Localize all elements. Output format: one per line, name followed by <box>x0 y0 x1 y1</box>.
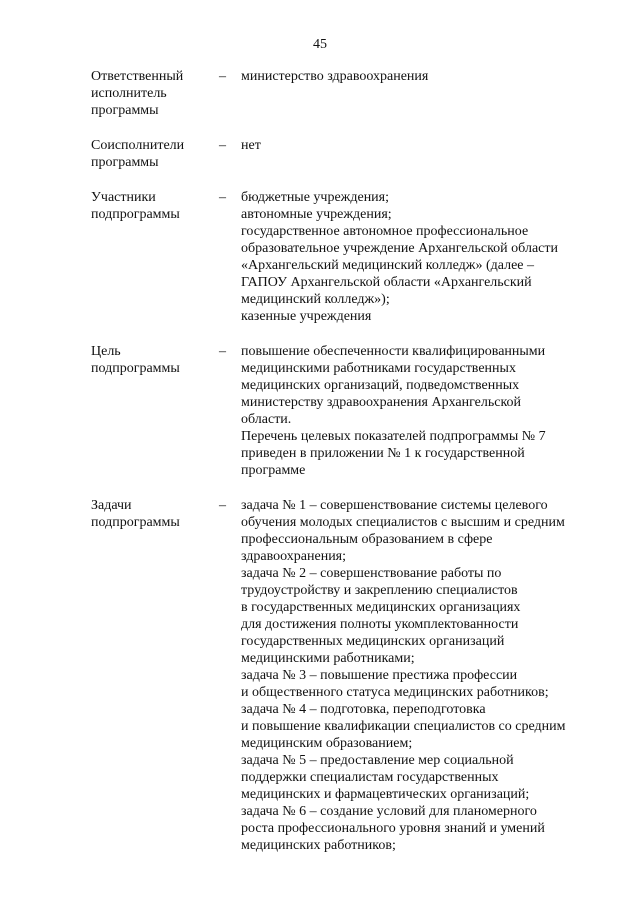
value-line: программе <box>241 463 306 478</box>
label-line: подпрограммы <box>91 361 180 376</box>
value-line: медицинскими работниками государственных <box>241 361 516 376</box>
value-line: Перечень целевых показателей подпрограммы № 7 <box>241 429 546 444</box>
value-line: медицинским образованием; <box>241 736 413 751</box>
label-line: Соисполнители <box>91 138 185 153</box>
value-line: нет <box>241 138 261 153</box>
value-line: автономные учреждения; <box>241 207 392 222</box>
value-line: трудоустройству и закреплению специалистов <box>241 583 518 598</box>
value-line: здравоохранения; <box>241 549 347 564</box>
row-label <box>91 68 219 119</box>
label-line: программы <box>91 103 159 118</box>
value-line: области. <box>241 412 292 427</box>
value-line: и повышение квалификации специалистов со средним <box>241 719 566 734</box>
value-line: задача № 6 – создание условий для планомерного <box>241 804 537 819</box>
label-line: Цель <box>91 344 121 359</box>
value-line: медицинских работников; <box>241 838 396 853</box>
row-value <box>241 497 606 854</box>
label-line: Задачи <box>91 498 132 513</box>
row-value <box>241 189 606 325</box>
value-line: в государственных медицинских организациях <box>241 600 521 615</box>
row-dash: – <box>219 138 226 153</box>
value-line: ГАПОУ Архангельской области «Архангельский <box>241 275 532 290</box>
value-line: «Архангельский медицинский колледж» (далее – <box>241 258 534 273</box>
label-line: подпрограммы <box>91 515 180 530</box>
row-label <box>91 343 219 377</box>
value-line: медицинский колледж»); <box>241 292 390 307</box>
value-line: приведен в приложении № 1 к государственной <box>241 446 525 461</box>
label-line: Участники <box>91 190 156 205</box>
row-responsible-executor <box>91 68 606 119</box>
row-label <box>91 497 219 531</box>
row-dash: – <box>219 344 226 359</box>
row-dash: – <box>219 498 226 513</box>
label-line: подпрограммы <box>91 207 180 222</box>
value-line: задача № 3 – повышение престижа профессии <box>241 668 518 683</box>
value-line: задача № 1 – совершенствование системы целевого <box>241 498 548 513</box>
page-number: 45 <box>313 37 327 52</box>
row-value <box>241 343 606 479</box>
row-label <box>91 137 219 171</box>
row-label <box>91 189 219 223</box>
value-line: задача № 2 – совершенствование работы по <box>241 566 502 581</box>
value-line: министерство здравоохранения <box>241 69 429 84</box>
value-line: казенные учреждения <box>241 309 372 324</box>
row-tasks <box>91 497 606 854</box>
value-line: медицинских и фармацевтических организаций; <box>241 787 530 802</box>
value-line: для достижения полноты укомплектованности <box>241 617 519 632</box>
value-line: образовательное учреждение Архангельской области <box>241 241 558 256</box>
program-passport <box>91 68 606 872</box>
value-line: государственных медицинских организаций <box>241 634 505 649</box>
row-value <box>241 68 606 85</box>
value-line: задача № 4 – подготовка, переподготовка <box>241 702 486 717</box>
value-line: роста профессионального уровня знаний и умений <box>241 821 545 836</box>
row-participants <box>91 189 606 325</box>
row-value <box>241 137 606 154</box>
label-line: Ответственный <box>91 69 184 84</box>
value-line: обучения молодых специалистов с высшим и средним <box>241 515 565 530</box>
value-line: профессиональным образованием в сфере <box>241 532 493 547</box>
value-line: министерству здравоохранения Архангельской <box>241 395 522 410</box>
value-line: задача № 5 – предоставление мер социальной <box>241 753 514 768</box>
value-line: бюджетные учреждения; <box>241 190 390 205</box>
value-line: и общественного статуса медицинских работников; <box>241 685 549 700</box>
value-line: медицинских организаций, подведомственных <box>241 378 520 393</box>
label-line: программы <box>91 155 159 170</box>
row-dash: – <box>219 69 226 84</box>
label-line: исполнитель <box>91 86 167 101</box>
row-goal <box>91 343 606 479</box>
value-line: поддержки специалистам государственных <box>241 770 499 785</box>
row-co-executors <box>91 137 606 171</box>
value-line: медицинскими работниками; <box>241 651 415 666</box>
value-line: повышение обеспеченности квалифицированными <box>241 344 546 359</box>
value-line: государственное автономное профессиональное <box>241 224 529 239</box>
row-dash: – <box>219 190 226 205</box>
